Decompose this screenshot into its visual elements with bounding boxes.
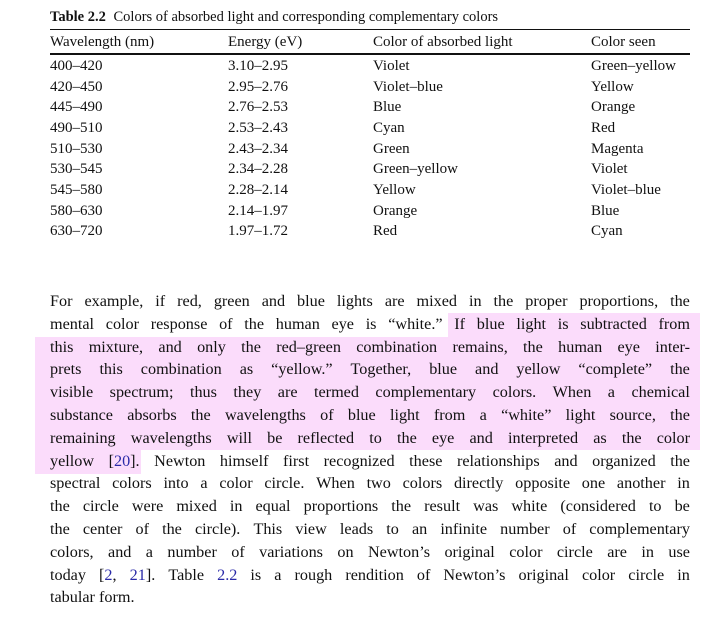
- column-header: Wavelength (nm): [50, 33, 155, 50]
- column-header: Color seen: [591, 33, 656, 50]
- table-cell: Violet: [591, 161, 628, 178]
- word: proper: [525, 292, 568, 310]
- word: be: [674, 497, 690, 516]
- word: opposite: [515, 474, 571, 493]
- word: Newton: [154, 451, 206, 470]
- table-cell: Orange: [373, 202, 418, 219]
- word: infinite: [440, 519, 488, 538]
- word: to: [386, 519, 399, 538]
- word: is: [557, 314, 569, 333]
- word: result: [424, 497, 461, 516]
- word: remains,: [452, 337, 508, 356]
- word: on: [337, 542, 354, 561]
- word: the: [670, 292, 690, 310]
- word: as: [593, 428, 607, 447]
- word: Newton’s: [367, 542, 431, 561]
- word: blue: [476, 314, 505, 333]
- word: and: [554, 451, 578, 470]
- word: proportions,: [579, 292, 659, 310]
- word: himself: [219, 451, 269, 470]
- text-line: [50, 586, 690, 609]
- word: of: [135, 519, 149, 538]
- word: blue: [347, 405, 376, 424]
- word: color: [105, 314, 140, 333]
- text-line: [50, 336, 690, 359]
- word: This: [253, 519, 283, 538]
- word: color: [219, 474, 253, 493]
- text-line: [50, 290, 690, 313]
- word: wavelengths: [224, 405, 306, 424]
- word: is: [365, 314, 377, 333]
- word: inter-: [655, 337, 690, 356]
- table-cell: 3.10–2.95: [228, 57, 288, 74]
- word: in: [677, 565, 690, 584]
- table-cell: Red: [591, 119, 616, 136]
- word: lights: [336, 292, 373, 310]
- word: rendition: [345, 565, 404, 584]
- table-cell: Red: [373, 223, 398, 240]
- table-cell: Green: [373, 140, 410, 157]
- table-cell: 420–450: [50, 78, 103, 95]
- word: a: [145, 542, 153, 561]
- word: relationships: [456, 451, 540, 470]
- word: two: [366, 474, 391, 493]
- word: of: [231, 542, 245, 561]
- word: and: [158, 337, 182, 356]
- table-cell: 445–490: [50, 99, 103, 116]
- word: in: [677, 474, 690, 493]
- word: the: [50, 497, 70, 516]
- table-cell: 2.53–2.43: [228, 119, 288, 136]
- table-row: [50, 159, 690, 180]
- word: substance: [50, 405, 113, 424]
- word: the: [391, 497, 412, 516]
- table-row: [50, 97, 690, 118]
- word: these: [409, 451, 443, 470]
- word: a: [274, 565, 282, 584]
- word: example,: [84, 292, 144, 310]
- table-cell: 2.95–2.76: [228, 78, 288, 95]
- table-cell: Blue: [591, 202, 620, 219]
- word: original: [444, 542, 495, 561]
- word: [217, 564, 237, 587]
- text-line: [50, 472, 690, 495]
- word: green: [213, 292, 250, 310]
- word: the: [190, 405, 211, 424]
- word: the: [670, 405, 690, 424]
- word: circle: [628, 565, 665, 584]
- word: rough: [294, 565, 333, 584]
- table-label: Table 2.2: [50, 9, 106, 25]
- table-cell: Green–yellow: [591, 57, 676, 74]
- body-paragraph: [50, 290, 690, 609]
- word: view: [295, 519, 327, 538]
- word: light: [389, 405, 420, 424]
- table-row: [50, 201, 690, 222]
- table-cell: 2.43–2.34: [228, 140, 288, 157]
- table-cell: Yellow: [591, 78, 634, 95]
- word: “white.”: [388, 314, 443, 333]
- word: eye: [331, 314, 354, 333]
- word: the: [241, 337, 261, 356]
- table-cell: 490–510: [50, 119, 103, 136]
- word: will: [226, 428, 252, 447]
- word: use: [668, 542, 690, 561]
- word: “complete”: [578, 360, 653, 379]
- word: complementary: [375, 383, 477, 402]
- word: today: [50, 565, 86, 584]
- table-cell: 580–630: [50, 202, 103, 219]
- word: subtracted: [580, 314, 647, 333]
- word: are: [277, 383, 298, 402]
- word: the: [493, 292, 514, 310]
- word: red,: [177, 292, 202, 310]
- word: colors.: [492, 383, 537, 402]
- word: light: [516, 314, 547, 333]
- word: yellow: [50, 451, 95, 470]
- word: circle).: [194, 519, 241, 538]
- table-row: [50, 77, 690, 98]
- table-cell: Blue: [373, 99, 402, 116]
- word: and: [261, 292, 286, 310]
- text-segment: tabular form.: [50, 588, 135, 607]
- word: mixed: [416, 292, 457, 310]
- word: blue: [429, 360, 458, 379]
- table-cell: Magenta: [591, 140, 644, 157]
- word: circle: [556, 542, 593, 561]
- column-header: Energy (eV): [228, 33, 303, 50]
- word: and: [475, 360, 499, 379]
- word: Together,: [350, 360, 412, 379]
- table-cell: 1.97–1.72: [228, 223, 288, 240]
- word: interpreted: [507, 428, 579, 447]
- table-row: [50, 222, 690, 243]
- word: spectral: [50, 474, 101, 493]
- word: combination: [140, 360, 222, 379]
- word: prets: [50, 360, 82, 379]
- text-line: [50, 381, 690, 404]
- word: termed: [314, 383, 359, 402]
- word: “white”: [501, 405, 552, 424]
- text-line: [50, 427, 690, 450]
- word: the: [244, 314, 265, 333]
- word: and: [108, 542, 132, 561]
- word: as: [239, 360, 254, 379]
- word: of: [219, 314, 233, 333]
- table-cell: 400–420: [50, 57, 103, 74]
- word: [20].: [108, 451, 140, 470]
- word: eye: [431, 428, 455, 447]
- word: this: [50, 337, 74, 356]
- word: colors,: [50, 542, 94, 561]
- word: a: [607, 383, 615, 402]
- text-line: [50, 518, 690, 541]
- word: a: [200, 474, 208, 493]
- table-cell: Green–yellow: [373, 161, 458, 178]
- word: the: [621, 428, 642, 447]
- word: light: [565, 405, 596, 424]
- word: in: [229, 497, 243, 516]
- table-row: [50, 118, 690, 139]
- word: human: [558, 337, 603, 356]
- table-row: [50, 139, 690, 160]
- word: yellow: [516, 360, 561, 379]
- word: visible: [50, 383, 94, 402]
- word: if: [155, 292, 166, 310]
- word: first: [283, 451, 310, 470]
- word: of: [562, 519, 577, 538]
- word: complementary: [589, 519, 690, 538]
- word: into: [163, 474, 189, 493]
- word: of: [416, 565, 431, 584]
- word: Table: [168, 565, 205, 584]
- word: an: [411, 519, 428, 538]
- text-line: [50, 564, 690, 587]
- table-cell: 2.34–2.28: [228, 161, 288, 178]
- word: chemical: [631, 383, 690, 402]
- word: one: [581, 474, 606, 493]
- word: colors: [402, 474, 443, 493]
- word: combination: [356, 337, 438, 356]
- column-header: Color of absorbed light: [373, 33, 513, 50]
- word: color: [656, 428, 690, 447]
- word: to: [369, 428, 382, 447]
- word: mixed: [176, 497, 217, 516]
- word: from: [658, 314, 690, 333]
- word: the: [50, 519, 70, 538]
- text-line: [50, 313, 690, 336]
- word: the: [162, 519, 182, 538]
- word: the: [670, 360, 690, 379]
- word: red–green: [276, 337, 341, 356]
- word: [2,: [99, 565, 117, 584]
- word: color: [509, 542, 543, 561]
- table-cell: Violet–blue: [591, 181, 661, 198]
- text-line: [50, 541, 690, 564]
- word: wavelengths: [130, 428, 212, 447]
- word: the: [396, 428, 417, 447]
- text-line: [50, 358, 690, 381]
- word: color: [581, 565, 616, 584]
- table-row: [50, 53, 690, 77]
- word: source,: [609, 405, 656, 424]
- word: original: [518, 565, 569, 584]
- word: recognized: [323, 451, 395, 470]
- word: circle: [82, 497, 119, 516]
- table-cell: Yellow: [373, 181, 416, 198]
- table-caption: [50, 9, 498, 26]
- word: colors: [112, 474, 152, 493]
- table-cell: Orange: [591, 99, 636, 116]
- table-cell: 530–545: [50, 161, 103, 178]
- table-cell: 510–530: [50, 140, 103, 157]
- text-line: [50, 495, 690, 518]
- word: was: [473, 497, 499, 516]
- word: remaining: [50, 428, 116, 447]
- word: blue: [297, 292, 325, 310]
- word: reflected: [297, 428, 355, 447]
- table-header-row: [50, 31, 690, 53]
- word: are: [384, 292, 405, 310]
- word: only: [197, 337, 226, 356]
- citation-link[interactable]: 20: [113, 451, 131, 470]
- word: this: [99, 360, 123, 379]
- word: mixture,: [88, 337, 144, 356]
- colors-table: [50, 31, 690, 242]
- word: When: [552, 383, 592, 402]
- table-cell: Violet–blue: [373, 78, 443, 95]
- table-cell: 2.14–1.97: [228, 202, 288, 219]
- text-line: [50, 404, 690, 427]
- table-cell: Cyan: [591, 223, 623, 240]
- table-caption-text: Colors of absorbed light and corresponding complementary colors: [113, 9, 499, 25]
- word: of: [320, 405, 334, 424]
- word: to: [648, 497, 662, 516]
- word: number: [167, 542, 217, 561]
- word: variations: [259, 542, 323, 561]
- word: thus: [189, 383, 217, 402]
- word: (considered: [560, 497, 636, 516]
- word: the: [670, 451, 690, 470]
- word: number: [500, 519, 550, 538]
- word: the: [523, 337, 543, 356]
- word: proportions: [303, 497, 379, 516]
- table-cell: 545–580: [50, 181, 103, 198]
- word: are: [607, 542, 627, 561]
- word: 21].: [129, 565, 156, 584]
- word: be: [267, 428, 283, 447]
- word: directly: [453, 474, 504, 493]
- word: organized: [592, 451, 656, 470]
- table-top-rule: [50, 29, 690, 30]
- word: a: [479, 405, 487, 424]
- word: response: [150, 314, 208, 333]
- word: absorbs: [127, 405, 177, 424]
- word: and: [469, 428, 493, 447]
- word: human: [275, 314, 320, 333]
- word: circle.: [264, 474, 305, 493]
- word: For: [50, 292, 73, 310]
- word: eye: [617, 337, 640, 356]
- word: white: [511, 497, 548, 516]
- table-row: [50, 180, 690, 201]
- table-cell: 2.76–2.53: [228, 99, 288, 116]
- word: were: [131, 497, 164, 516]
- citation-link[interactable]: 21: [129, 565, 146, 584]
- word: in: [641, 542, 654, 561]
- word: Newton’s: [443, 565, 506, 584]
- citation-link[interactable]: 2: [104, 565, 113, 584]
- word: leads: [339, 519, 374, 538]
- table-cell: 630–720: [50, 223, 103, 240]
- word: spectrum;: [109, 383, 174, 402]
- word: If: [454, 314, 466, 333]
- word: another: [616, 474, 666, 493]
- word: equal: [255, 497, 291, 516]
- word: in: [468, 292, 482, 310]
- word: mental: [50, 314, 95, 333]
- word: is: [250, 565, 262, 584]
- word: from: [433, 405, 466, 424]
- word: center: [82, 519, 123, 538]
- word: When: [316, 474, 355, 493]
- word: “yellow.”: [271, 360, 333, 379]
- table-cell: Cyan: [373, 119, 405, 136]
- word: they: [233, 383, 262, 402]
- table-cell: 2.28–2.14: [228, 181, 288, 198]
- citation-link[interactable]: 2.2: [217, 565, 238, 584]
- table-cell: Violet: [373, 57, 410, 74]
- text-line: [50, 450, 690, 473]
